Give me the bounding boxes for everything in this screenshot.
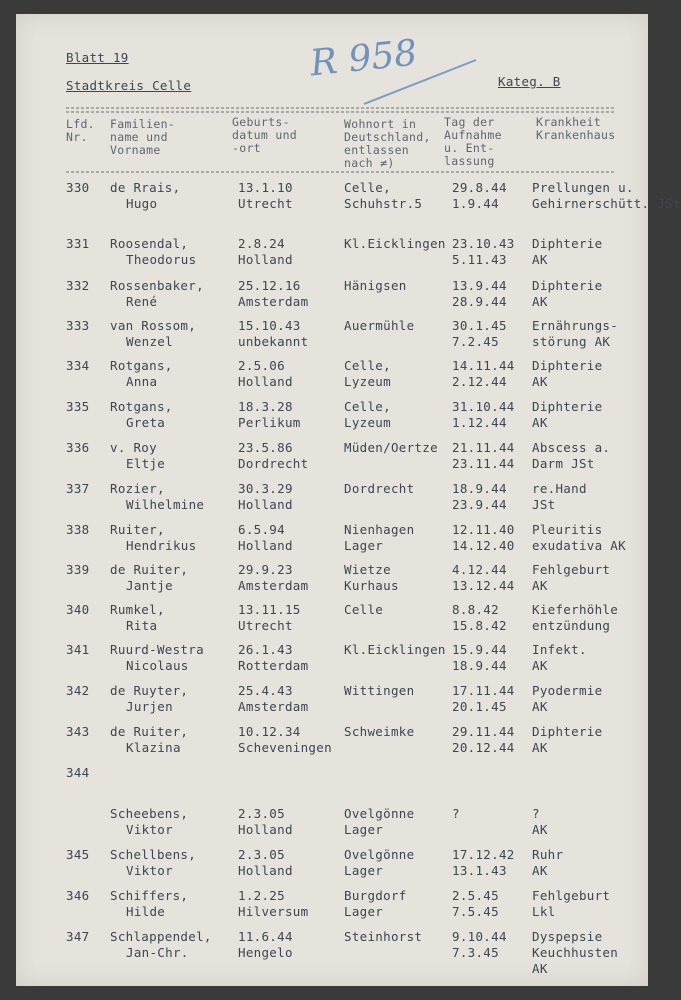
category-label: Kateg. B bbox=[498, 74, 561, 89]
record-number: 343 bbox=[66, 724, 90, 739]
residence: Burgdorf bbox=[344, 888, 407, 903]
table-row bbox=[0, 522, 662, 562]
residence-detail: Lyzeum bbox=[344, 415, 391, 430]
birth-place: Perlikum bbox=[238, 415, 301, 430]
table-row bbox=[0, 358, 662, 398]
hospital-code: AK bbox=[532, 961, 548, 976]
illness: Ruhr bbox=[532, 847, 564, 862]
given-name: Theodorus bbox=[126, 252, 197, 267]
given-name: Viktor bbox=[126, 863, 173, 878]
illness: Diphterie bbox=[532, 278, 603, 293]
surname: Scheebens, bbox=[110, 806, 189, 821]
residence: Celle, bbox=[344, 399, 391, 414]
header-dates: Tag der Aufnahme u. Ent- lassung bbox=[444, 115, 502, 168]
given-name: Jantje bbox=[126, 578, 173, 593]
illness: Fehlgeburt bbox=[532, 562, 611, 577]
surname: de Ruiter, bbox=[110, 724, 189, 739]
residence-detail: Schuhstr.5 bbox=[344, 196, 423, 211]
birth-date: 29.9.23 bbox=[238, 562, 293, 577]
residence-detail: Lager bbox=[344, 822, 384, 837]
illness: Diphterie bbox=[532, 399, 603, 414]
record-number: 336 bbox=[66, 440, 90, 455]
residence: Celle bbox=[344, 602, 384, 617]
illness: Fehlgeburt bbox=[532, 888, 611, 903]
discharge-date: 23.11.44 bbox=[452, 456, 515, 471]
residence: Wietze bbox=[344, 562, 391, 577]
header-birth: Geburts- datum und -ort bbox=[232, 115, 298, 155]
birth-date: 2.8.24 bbox=[238, 236, 285, 251]
header-rules bbox=[0, 0, 662, 200]
surname: de Ruiter, bbox=[110, 562, 189, 577]
illness: Kieferhöhle bbox=[532, 602, 619, 617]
residence: Steinhorst bbox=[344, 929, 423, 944]
surname: Ruurd-Westra bbox=[110, 642, 204, 657]
residence: Kl.Eicklingen bbox=[344, 642, 446, 657]
record-number: 334 bbox=[66, 358, 90, 373]
table-row bbox=[0, 847, 662, 887]
table-row bbox=[0, 806, 662, 846]
birth-date: 25.4.43 bbox=[238, 683, 293, 698]
birth-date: 2.3.05 bbox=[238, 847, 285, 862]
residence: Celle, bbox=[344, 180, 391, 195]
residence: Dordrecht bbox=[344, 481, 415, 496]
illness: Infekt. bbox=[532, 642, 587, 657]
illness: Pleuritis bbox=[532, 522, 603, 537]
discharge-date: 14.12.40 bbox=[452, 538, 515, 553]
discharge-date: 7.2.45 bbox=[452, 334, 499, 349]
record-number: 344 bbox=[66, 765, 90, 780]
discharge-date: 7.3.45 bbox=[452, 945, 499, 960]
surname: Rotgans, bbox=[110, 358, 173, 373]
record-number: 347 bbox=[66, 929, 90, 944]
admission-date: 17.12.42 bbox=[452, 847, 515, 862]
header-illness: Krankheit Krankenhaus bbox=[536, 115, 616, 142]
birth-place: Dordrecht bbox=[238, 456, 309, 471]
admission-date: 8.8.42 bbox=[452, 602, 499, 617]
illness: Dyspepsie bbox=[532, 929, 603, 944]
hospital-note: störung AK bbox=[532, 334, 611, 349]
birth-place: Holland bbox=[238, 252, 293, 267]
surname: de Rrais, bbox=[110, 180, 181, 195]
record-number: 333 bbox=[66, 318, 90, 333]
given-name: Jurjen bbox=[126, 699, 173, 714]
district-title: Stadtkreis Celle bbox=[66, 78, 192, 93]
table-row bbox=[0, 683, 662, 723]
illness: Diphterie bbox=[532, 236, 603, 251]
hospital-note: Darm JSt bbox=[532, 456, 595, 471]
illness: ? bbox=[532, 806, 540, 821]
discharge-date: 20.12.44 bbox=[452, 740, 515, 755]
admission-date: 4.12.44 bbox=[452, 562, 507, 577]
birth-date: 10.12.34 bbox=[238, 724, 301, 739]
discharge-date: 13.1.43 bbox=[452, 863, 507, 878]
table-row bbox=[0, 724, 662, 764]
hospital-note: AK bbox=[532, 740, 548, 755]
birth-date: 25.12.16 bbox=[238, 278, 301, 293]
residence: Ovelgönne bbox=[344, 806, 415, 821]
illness: Abscess a. bbox=[532, 440, 611, 455]
birth-place: Amsterdam bbox=[238, 699, 309, 714]
birth-date: 23.5.86 bbox=[238, 440, 293, 455]
birth-place: Scheveningen bbox=[238, 740, 332, 755]
discharge-date: 5.11.43 bbox=[452, 252, 507, 267]
table-row bbox=[0, 440, 662, 480]
residence-detail: Lager bbox=[344, 904, 384, 919]
given-name: Anna bbox=[126, 374, 158, 389]
admission-date: 29.8.44 bbox=[452, 180, 507, 195]
discharge-date: 20.1.45 bbox=[452, 699, 507, 714]
record-number: 331 bbox=[66, 236, 90, 251]
birth-place: Utrecht bbox=[238, 196, 293, 211]
surname: de Ruyter, bbox=[110, 683, 189, 698]
given-name: Hilde bbox=[126, 904, 166, 919]
admission-date: 17.11.44 bbox=[452, 683, 515, 698]
discharge-date: 15.8.42 bbox=[452, 618, 507, 633]
given-name: Jan-Chr. bbox=[126, 945, 189, 960]
illness: Prellungen u. bbox=[532, 180, 634, 195]
birth-date: 15.10.43 bbox=[238, 318, 301, 333]
surname: Schellbens, bbox=[110, 847, 197, 862]
table-row bbox=[0, 562, 662, 602]
birth-date: 30.3.29 bbox=[238, 481, 293, 496]
record-number: 330 bbox=[66, 180, 90, 195]
hospital-note: AK bbox=[532, 822, 548, 837]
birth-place: Hilversum bbox=[238, 904, 309, 919]
hospital-note: AK bbox=[532, 374, 548, 389]
birth-date: 2.3.05 bbox=[238, 806, 285, 821]
header-nr: Lfd. Nr. bbox=[66, 117, 95, 144]
record-number: 340 bbox=[66, 602, 90, 617]
header-name: Familien- name und Vorname bbox=[110, 117, 176, 157]
surname: van Rossom, bbox=[110, 318, 197, 333]
birth-place: Holland bbox=[238, 863, 293, 878]
surname: v. Roy bbox=[110, 440, 157, 455]
birth-date: 26.1.43 bbox=[238, 642, 293, 657]
record-number: 335 bbox=[66, 399, 90, 414]
record-number: 345 bbox=[66, 847, 90, 862]
record-number: 339 bbox=[66, 562, 90, 577]
discharge-date: 28.9.44 bbox=[452, 294, 507, 309]
admission-date: 18.9.44 bbox=[452, 481, 507, 496]
residence-detail: Lager bbox=[344, 863, 384, 878]
residence: Nienhagen bbox=[344, 522, 415, 537]
hospital-note: AK bbox=[532, 415, 548, 430]
record-number: 338 bbox=[66, 522, 90, 537]
birth-place: Amsterdam bbox=[238, 578, 309, 593]
given-name: Rita bbox=[126, 618, 158, 633]
hospital-note: AK bbox=[532, 294, 548, 309]
residence-detail: Lyzeum bbox=[344, 374, 391, 389]
hospital-note: Gehirnerschütt. JSt bbox=[532, 196, 681, 211]
admission-date: 2.5.45 bbox=[452, 888, 499, 903]
hospital-note: JSt bbox=[532, 497, 556, 512]
admission-date: 15.9.44 bbox=[452, 642, 507, 657]
admission-date: 29.11.44 bbox=[452, 724, 515, 739]
birth-date: 13.11.15 bbox=[238, 602, 301, 617]
table-row bbox=[0, 642, 662, 682]
admission-date: 31.10.44 bbox=[452, 399, 515, 414]
illness: Pyodermie bbox=[532, 683, 603, 698]
record-number: 342 bbox=[66, 683, 90, 698]
birth-date: 18.3.28 bbox=[238, 399, 293, 414]
discharge-date: 2.12.44 bbox=[452, 374, 507, 389]
table-row bbox=[0, 399, 662, 439]
birth-date: 11.6.44 bbox=[238, 929, 293, 944]
admission-date: 21.11.44 bbox=[452, 440, 515, 455]
birth-date: 2.5.06 bbox=[238, 358, 285, 373]
given-name: Hendrikus bbox=[126, 538, 197, 553]
table-row bbox=[0, 180, 681, 220]
hospital-note: Lkl bbox=[532, 904, 556, 919]
hospital-note: AK bbox=[532, 863, 548, 878]
table-row bbox=[0, 602, 662, 642]
hospital-note: AK bbox=[532, 699, 548, 714]
given-name: Klazina bbox=[126, 740, 181, 755]
given-name: René bbox=[126, 294, 158, 309]
birth-place: Holland bbox=[238, 822, 293, 837]
admission-date: 14.11.44 bbox=[452, 358, 515, 373]
birth-place: unbekannt bbox=[238, 334, 309, 349]
surname: Rossenbaker, bbox=[110, 278, 204, 293]
residence: Ovelgönne bbox=[344, 847, 415, 862]
residence: Müden/Oertze bbox=[344, 440, 438, 455]
residence: Kl.Eicklingen bbox=[344, 236, 446, 251]
residence: Auermühle bbox=[344, 318, 415, 333]
illness: Diphterie bbox=[532, 358, 603, 373]
sheet-number: Blatt 19 bbox=[66, 50, 129, 65]
surname: Ruiter, bbox=[110, 522, 165, 537]
residence: Hänigsen bbox=[344, 278, 407, 293]
surname: Schiffers, bbox=[110, 888, 189, 903]
discharge-date: 7.5.45 bbox=[452, 904, 499, 919]
discharge-date: 13.12.44 bbox=[452, 578, 515, 593]
record-number: 346 bbox=[66, 888, 90, 903]
hospital-note: Keuchhusten bbox=[532, 945, 619, 960]
discharge-date: 1.12.44 bbox=[452, 415, 507, 430]
birth-place: Rotterdam bbox=[238, 658, 309, 673]
given-name: Wenzel bbox=[126, 334, 173, 349]
discharge-date: 1.9.44 bbox=[452, 196, 499, 211]
admission-date: 13.9.44 bbox=[452, 278, 507, 293]
hospital-note: AK bbox=[532, 658, 548, 673]
residence-detail: Kurhaus bbox=[344, 578, 399, 593]
admission-date: 12.11.40 bbox=[452, 522, 515, 537]
table-row bbox=[0, 765, 662, 805]
given-name: Greta bbox=[126, 415, 166, 430]
hospital-note: entzündung bbox=[532, 618, 611, 633]
record-number: 332 bbox=[66, 278, 90, 293]
hospital-note: exudativa AK bbox=[532, 538, 626, 553]
birth-place: Holland bbox=[238, 374, 293, 389]
birth-place: Holland bbox=[238, 497, 293, 512]
record-number: 341 bbox=[66, 642, 90, 657]
table-row bbox=[0, 318, 662, 358]
admission-date: 9.10.44 bbox=[452, 929, 507, 944]
birth-place: Utrecht bbox=[238, 618, 293, 633]
illness: re.Hand bbox=[532, 481, 587, 496]
pencil-note: R 958 bbox=[308, 32, 420, 85]
birth-place: Amsterdam bbox=[238, 294, 309, 309]
given-name: Eltje bbox=[126, 456, 166, 471]
surname: Schlappendel, bbox=[110, 929, 212, 944]
discharge-date: 18.9.44 bbox=[452, 658, 507, 673]
surname: Roosendal, bbox=[110, 236, 189, 251]
table-row bbox=[0, 888, 662, 928]
illness: Ernährungs- bbox=[532, 318, 619, 333]
illness: Diphterie bbox=[532, 724, 603, 739]
residence: Schweimke bbox=[344, 724, 415, 739]
hospital-note: AK bbox=[532, 252, 548, 267]
given-name: Hugo bbox=[126, 196, 158, 211]
birth-date: 1.2.25 bbox=[238, 888, 285, 903]
birth-date: 13.1.10 bbox=[238, 180, 293, 195]
header-residence: Wohnort in Deutschland, entlassen nach ≠) bbox=[344, 117, 431, 170]
residence: Wittingen bbox=[344, 683, 415, 698]
surname: Rumkel, bbox=[110, 602, 165, 617]
table-row bbox=[0, 481, 662, 521]
table-row bbox=[0, 929, 662, 976]
residence: Celle, bbox=[344, 358, 391, 373]
given-name: Viktor bbox=[126, 822, 173, 837]
table-row bbox=[0, 278, 662, 318]
record-number: 337 bbox=[66, 481, 90, 496]
admission-date: ? bbox=[452, 806, 460, 821]
surname: Rozier, bbox=[110, 481, 165, 496]
hospital-note: AK bbox=[532, 578, 548, 593]
discharge-date: 23.9.44 bbox=[452, 497, 507, 512]
table-row bbox=[0, 236, 662, 276]
admission-date: 30.1.45 bbox=[452, 318, 507, 333]
birth-place: Holland bbox=[238, 538, 293, 553]
birth-place: Hengelo bbox=[238, 945, 293, 960]
given-name: Wilhelmine bbox=[126, 497, 205, 512]
given-name: Nicolaus bbox=[126, 658, 189, 673]
surname: Rotgans, bbox=[110, 399, 173, 414]
residence-detail: Lager bbox=[344, 538, 384, 553]
birth-date: 6.5.94 bbox=[238, 522, 285, 537]
admission-date: 23.10.43 bbox=[452, 236, 515, 251]
